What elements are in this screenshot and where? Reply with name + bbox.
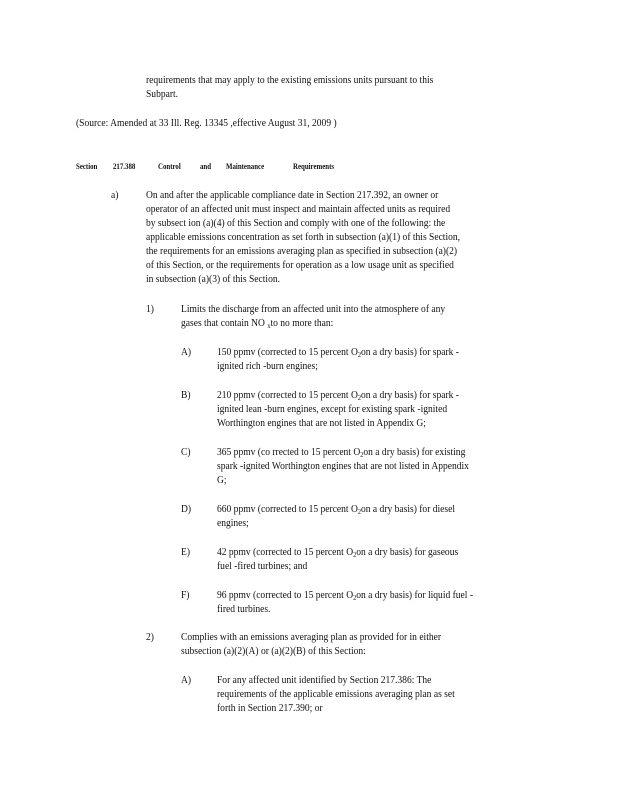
text-line: On and after the applicable compliance date in Section 217.392, an owner or [146,190,439,201]
item-1D-label: D) [181,504,192,515]
section-heading-number: Section [76,162,98,171]
section-heading-word: Requirements [293,162,335,171]
text-line: 42 ppmv (corrected to 15 percent $O_2on$ a dry basis) for gaseous [217,547,459,559]
item-2-label: 2) [146,632,154,643]
item-1F-text [217,589,473,617]
intro-continuation [146,74,433,102]
text-line: 365 ppmv (co rrected to 15 percent $O_2on$ a dry basis) for existing [217,447,466,459]
text-line: requirements that may apply to the existing emissions units pursuant to this [146,75,434,86]
item-1-label: 1) [146,304,154,315]
text-line: engines; [217,518,249,529]
text-line: ignited rich -burn engines; [217,361,318,372]
text-line: of this Section, or the requirements for operation as a low usage unit as specified [146,260,454,271]
item-2A-text [217,674,455,716]
section-heading-id: 217.388 [113,162,136,171]
item-1E-label: E) [181,547,190,558]
text-line: by subsect ion (a)(4) of this Section and comply with one of the following: the [146,218,446,229]
item-1D-text [217,503,455,531]
para-a-text [146,189,460,287]
source-note-text: (Source: Amended at 33 Ill. Reg. 13345 ,effective August 31, 2009 ) [76,118,337,129]
item-2A-label: A) [181,675,192,686]
text-line: 96 ppmv (corrected to 15 percent $O_2on$ a dry basis) for liquid fuel - [217,590,474,602]
text-line: operator of an affected unit must inspect and maintain affected units as required [146,204,451,215]
text-line: subsection (a)(2)(A) or (a)(2)(B) of this Section: [181,646,366,657]
text-line: fuel -fired turbines; and [217,561,308,572]
text-line: ignited lean -burn engines, except for existing spark -ignited [217,404,448,415]
item-2-text [181,631,441,659]
item-1B-text [217,389,459,431]
text-line: fired turbines. [217,604,271,615]
text-line: G; [217,475,227,486]
item-1C-label: C) [181,447,191,458]
text-line: gases that contain NO $_x$to no more than: [181,318,334,330]
text-line: in subsection (a)(3) of this Section. [146,274,280,285]
item-1F-label: F) [181,590,190,601]
item-1-text [181,303,445,331]
text-line: Worthington engines that are not listed in Appendix G; [217,418,426,429]
section-heading-word: Maintenance [226,162,265,171]
text-line: 210 ppmv (corrected to 15 percent $O_2on$ a dry basis) for spark - [217,390,459,402]
text-line: the requirements for an emissions averaging plan as specified in subsection (a)(2) [146,246,458,257]
item-1E-text [217,546,458,574]
source-note [76,117,337,131]
item-1B-label: B) [181,390,191,401]
para-a-label: a) [111,190,119,201]
text-line: applicable emissions concentration as set forth in subsection (a)(1) of this Section, [146,232,461,243]
section-heading-word: and [200,162,212,171]
text-line: 150 ppmv (corrected to 15 percent $O_2on$ a dry basis) for spark - [217,347,459,359]
text-line: For any affected unit identified by Section 217.386: The [217,675,432,686]
item-1A-text [217,346,459,374]
text-line: spark -ignited Worthington engines that are not listed in Appendix [217,461,469,472]
item-1A-label: A) [181,347,192,358]
text-line: Complies with an emissions averaging plan as provided for in either [181,632,442,643]
text-line: requirements of the applicable emissions averaging plan as set [217,689,455,700]
text-line: forth in Section 217.390; or [217,703,323,714]
text-line: Limits the discharge from an affected unit into the atmosphere of any [181,304,446,315]
text-line: Subpart. [146,89,179,100]
text-line: 660 ppmv (corrected to 15 percent $O_2on$ a dry basis) for diesel [217,504,455,516]
section-heading-word: Control [158,162,181,171]
item-1C-text [217,446,469,488]
